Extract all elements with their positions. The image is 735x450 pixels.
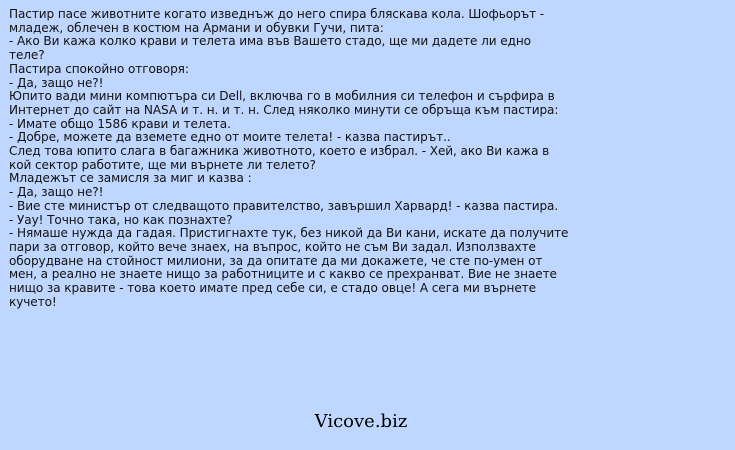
story-paragraph: - Да, защо не?! [9, 185, 104, 200]
story-paragraph: - Да, защо не?! [9, 75, 104, 90]
story-paragraph: - Добре, можете да вземете едно от моите телета! - казва пастирът.. [9, 130, 451, 145]
site-watermark: Vicove.biz [314, 411, 408, 432]
story-paragraph: Юпито вади мини компютъра си Dell, включва го в мобилния си телефон и сърфира в Интернет до сайт на NASA и т. н. и т. н. След няколко минути се обръща към пастира: [9, 89, 559, 117]
story-paragraph: Младежът се замисля за миг и казва : [9, 171, 252, 186]
story-paragraph: Пастира спокойно отговоря: [9, 61, 189, 76]
story-paragraph: - Уау! Точно така, но как познахте? [9, 212, 233, 227]
story-paragraph: Пастир пасе животните когато изведнъж до него спира бляскава кола. Шофьорът - младеж, облечен в костюм на Армани и обувки Гучи, пита: [9, 7, 545, 35]
story-paragraph: - Вие сте министър от следващото правителство, завършил Харвард! - казва пастира. [9, 198, 559, 213]
story-paragraph: След това юпито слага в багажника животното, което е избрал. - Хей, ако Ви кажа в кой сектор работите, ще ми върнете ли телето? [9, 144, 550, 172]
joke-text [9, 8, 569, 309]
story-paragraph: - Ако Ви кажа колко крави и телета има във Вашето стадо, ще ми дадете ли едно теле? [9, 34, 531, 63]
story-paragraph: - Нямаше нужда да гадая. Пристигнахте тук, без никой да Ви кани, искате да получите пари за отговор, който вече знаех, на въпрос, който не съм Ви задал. Използвахте оборудване на стойност милиони, за да опитате да ми докажете, че сте по-умен от мен, а реално не знаете нищо за работниците и с какво се прехранват. Вие не знаете нищо за кравите - това което имате пред себе си, е стадо овце! А сега ми върнете кучето! [9, 226, 569, 309]
story-paragraph: - Имате общо 1586 крави и телета. [9, 116, 231, 131]
